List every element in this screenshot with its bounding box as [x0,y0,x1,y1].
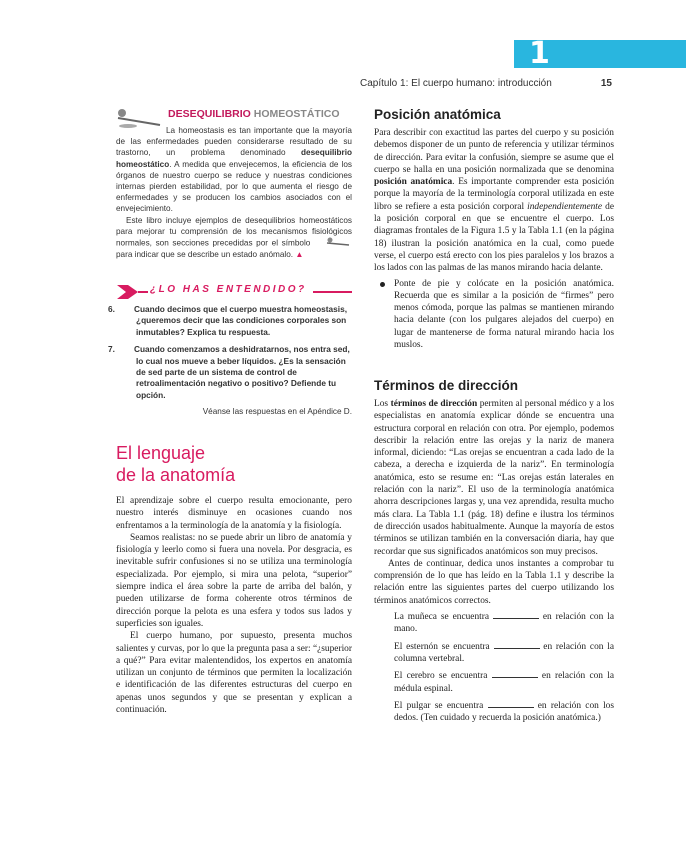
question-7: 7. Cuando comenzamos a deshidratarnos, nos entra sed, lo cual nos mueve a beber líquidos. ¿Es la sensación de sed parte de un sistema de control de retroalimentación negativo o positivo? Defiende tu opción. [108,344,350,400]
imbalance-symbol-icon [316,237,350,249]
exercise-item: El esternón se encuentra en relación con la columna vertebral. [394,641,615,664]
position-title: Posición anatómica [374,107,501,122]
running-header [360,78,612,89]
understood-label: ¿LO HAS ENTENDIDO? [148,284,313,295]
direction-title: Términos de dirección [374,378,519,393]
section-language [116,442,352,716]
section-position [374,107,614,351]
term-desequilibrio: desequilibrio homeostático [116,148,352,169]
exercise-item: La muñeca se encuentra en relación con la mano. [394,612,614,635]
exercise-item: El pulgar se encuentra en relación con los dedos. (Ten cuidado y recuerda la posición anatómica.) [394,700,615,724]
question-6: 6. Cuando decimos que el cuerpo muestra homeostasis, ¿queremos decir que las condiciones corporales son inmutables? Explica tu respuesta. [108,304,348,337]
review-questions [108,304,352,417]
box-paragraph-2: Este libro incluye ejemplos de desequilibrios homeostáticos para mejorar tu comprensión de los mecanismos fisiológicos normales, son secciones precedidas por el símbolo para indicar que se describe un estado anómalo. ▲ [116,215,352,260]
bullet-icon [380,282,385,287]
box-paragraph-1: La homeostasis es tan importante que la mayoría de las enfermedades pueden considerarse resultado de su trastorno, un problema denominado desequilibrio homeostático. A medida que envejecemos, la eficiencia de los órganos de nuestro cuerpo se reduce y nuestras condiciones internas pierden estabilidad, por lo que aumenta el riesgo de enfermedades y se producen los cambios asociados con el envejecimiento. [116,126,352,214]
term-posicion-anatomica: posición anatómica [374,177,453,188]
chapter-number: 1 [529,36,550,71]
running-title: Capítulo 1: El cuerpo humano: introducción [360,78,552,89]
box-title-main: DESEQUILIBRIO [168,108,251,120]
term-terminos-direccion: términos de dirección [390,399,478,409]
answer-blank[interactable] [494,640,540,649]
answer-blank[interactable] [488,699,534,708]
language-paragraph-2: Seamos realistas: no se puede abrir un libro de anatomía y fisiología y leerlo como si fuera una novela. Por desgracia, es inevitable sufrir confusiones si no se utiliza una terminología especializada. Por ejemplo, si mira una pelota, “superior” siempre indica el área sobre la parte de arriba del balón, y pueden utilizarse de forma coherente otros términos de dirección porque la pelota es una esfera y todos sus lados y superficies son iguales. [116,532,352,629]
end-triangle-icon: ▲ [295,250,304,260]
language-paragraph-1: El aprendizaje sobre el cuerpo resulta emocionante, pero nuestro interés disminuye en ocasiones cuando nos enfrentamos a la terminología de la anatomía y la fisiología. [116,496,352,531]
answers-note: Véanse las respuestas en el Apéndice D. [202,407,352,417]
scale-icon [116,108,162,135]
language-paragraph-3: El cuerpo humano, por supuesto, presenta muchos salientes y curvas, por lo que la pregunta pasa a ser: “¿superior a qué?” Para evitar malentendidos, los expertos en anatomía utilizan un conjunto de términos que permiten la localización e identificación de las diferentes estructuras del cuerpo en apenas unos segundos y que se presentan y explican a continuación. [116,631,352,716]
exercise-item: El cerebro se encuentra en relación con la médula espinal. [394,671,615,694]
page-number: 15 [600,78,612,89]
understood-banner [116,284,352,300]
answer-blank[interactable] [493,610,539,619]
homeostatic-imbalance-box [116,108,352,260]
direction-paragraph-1: Los términos de dirección permiten al personal médico y a los especialistas en anatomía explicar dónde se encuentra una estructura corporal en relación con otra. Por ejemplo, podemos describir la relación entre las orejas y la nariz de manera informal, diciendo: “Las orejas se encuentran a cada lado de la cabeza, a derecha e izquierda de la nariz”. En terminología anatómica, esto se resume en: “Las orejas están laterales en relación con la nariz”. El uso de la terminología anatómica ahorra descripciones largas y, una vez aprendida, resulta mucho más clara. La Tabla 1.1 (pág. 18) define e ilustra los términos de dirección usados habitualmente. Aunque la mayoría de estos términos se utilizan también en la conversación diaria, hay que recordar que sus significados anatómicos son muy precisos. [374,399,614,557]
exercise-list [374,610,614,724]
section-title-line1: El lenguaje [116,443,206,463]
position-bullet: Ponte de pie y colócate en la posición anatómica. Recuerda que es similar a la posición de “firmes” pero menos cómoda, porque las palmas se mantienen mirando hacia delante (con los pulgares alejados del cuerpo) en lugar de mantenerse de forma natural mirando hacia los muslos. [374,278,614,352]
chevron-icon [116,284,140,305]
section-title-line2: de la anatomía [116,465,236,485]
box-title [168,108,340,120]
box-title-sub: HOMEOSTÁTICO [253,108,340,120]
answer-blank[interactable] [492,669,538,678]
section-direction [374,378,614,724]
direction-paragraph-2: Antes de continuar, dedica unos instantes a comprobar tu comprensión de lo que has leído en la Tabla 1.1 y describe la relación entre las siguientes partes del cuerpo utilizando los términos anatómicos correctos. [374,558,614,606]
position-paragraph: Para describir con exactitud las partes del cuerpo y su posición debemos disponer de un punto de referencia y utilizar términos de dirección. Para evitar la confusión, siempre se asume que el cuerpo se halla en una posición normalizada que se denomina posición anatómica. Es importante comprender esta posición porque la mayoría de la terminología corporal utilizada en este libro se refiere a esta posición corporal independientemente de la posición corporal en que se encuentre el cuerpo. Los diagramas frontales de la Figura 1.5 y la Tabla 1.1 (en la página 18) ilustran la posición anatómica en la cual, como puede verse, el cuerpo está erecto con los pies paralelos y los brazos a los lados con las palmas de las manos mirando hacia delante. [374,128,615,274]
